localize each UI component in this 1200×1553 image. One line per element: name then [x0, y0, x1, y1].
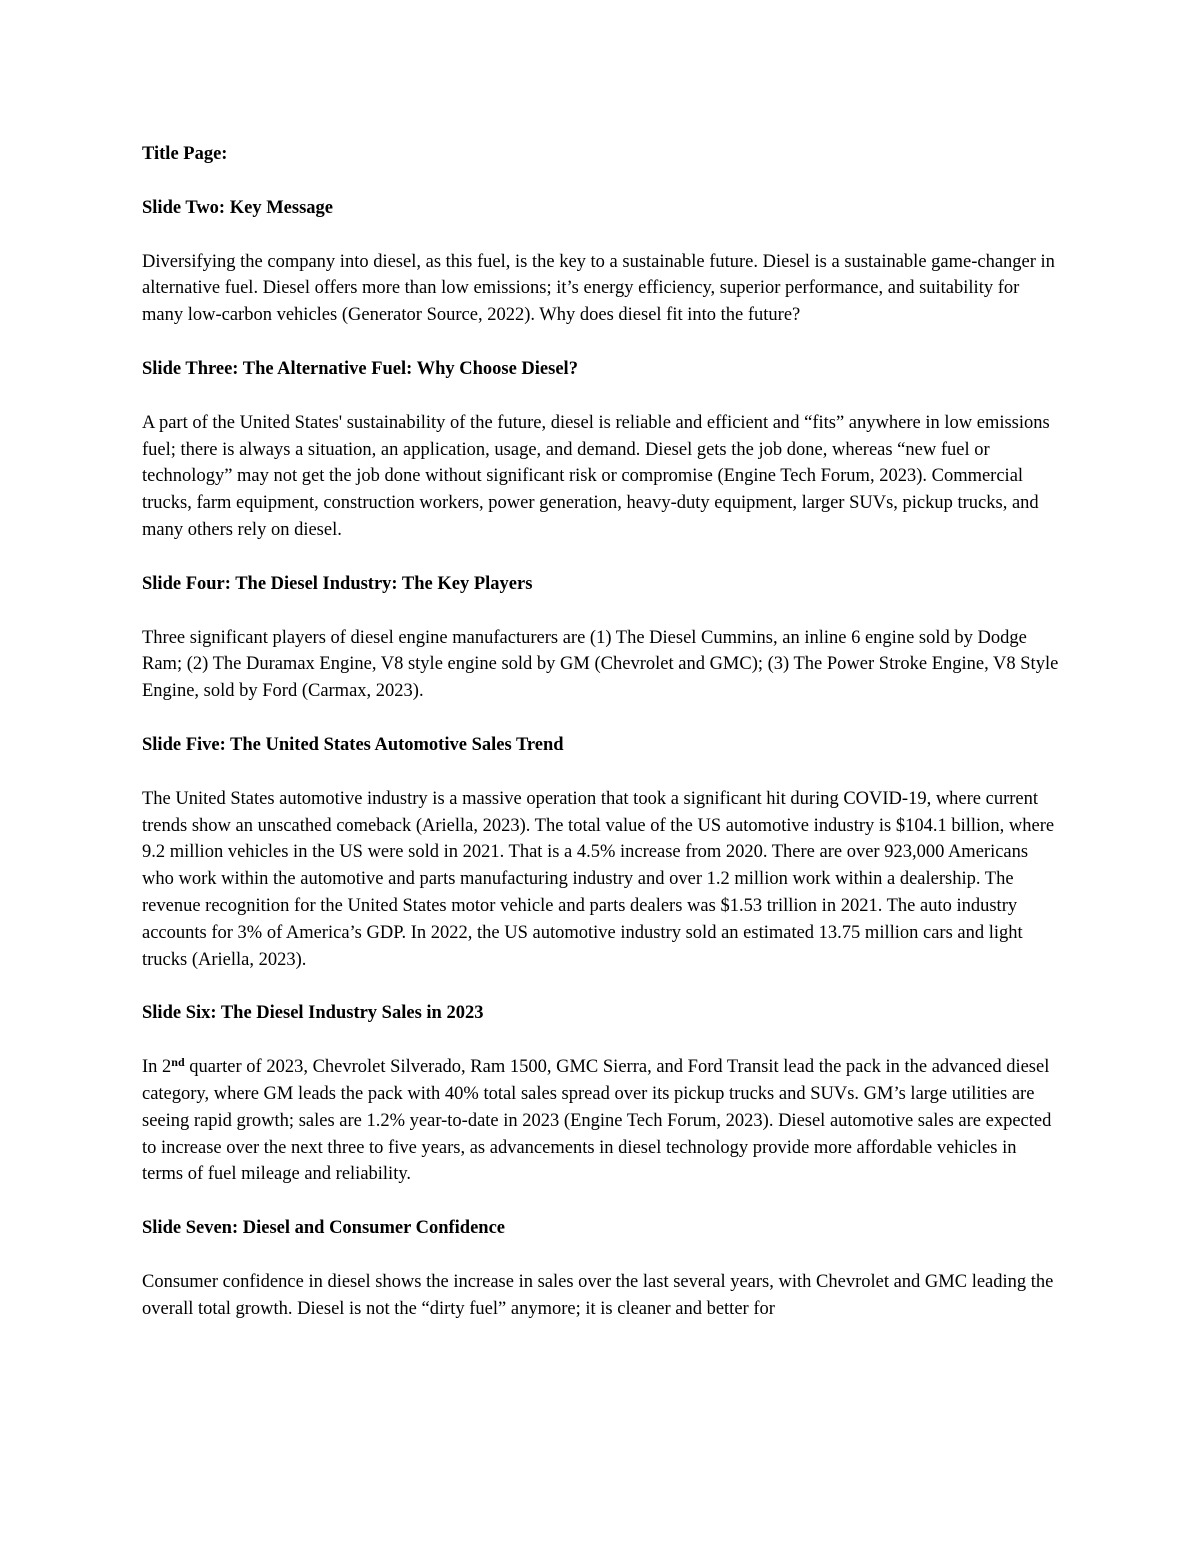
slide-six-heading: Slide Six: The Diesel Industry Sales in 2023 [142, 1003, 484, 1024]
document-page [142, 141, 1062, 1350]
slide-six-body-prefix: In 2 [142, 1057, 172, 1078]
slide-five-body: The United States automotive industry is a massive operation that took a significant hit during COVID-19, where current trends show an unscathed comeback (Ariella, 2023). The total value of the US automotive industry is $104.1 billion, where 9.2 million vehicles in the US were sold in 2021. That is a 4.5% increase from 2020. There are over 923,000 Americans who work within the automotive and parts manufacturing industry and over 1.2 million work within a dealership. The revenue recognition for the United States motor vehicle and parts dealers was $1.53 trillion in 2021. The auto industry accounts for 3% of America’s GDP. In 2022, the US automotive industry sold an estimated 13.75 million cars and light trucks (Ariella, 2023). [142, 788, 1055, 970]
ordinal-suffix: nd [171, 1055, 185, 1070]
slide-four-heading: Slide Four: The Diesel Industry: The Key Players [142, 573, 533, 594]
slide-two-body: Diversifying the company into diesel, as this fuel, is the key to a sustainable future. Diesel is a sustainable game-changer in alternative fuel. Diesel offers more than low emissions; it’s energy efficiency, superior performance, and suitability for many low-carbon vehicles (Generator Source, 2022). Why does diesel fit into the future? [142, 251, 1055, 326]
slide-three-body: A part of the United States' sustainability of the future, diesel is reliable and efficient and “fits” anywhere in low emissions fuel; there is always a situation, an application, usage, and demand. Diesel gets the job done, whereas “new fuel or technology” may not get the job done without significant risk or compromise (Engine Tech Forum, 2023). Commercial trucks, farm equipment, construction workers, power generation, heavy-duty equipment, larger SUVs, pickup trucks, and many others rely on diesel. [142, 412, 1050, 540]
slide-seven-heading: Slide Seven: Diesel and Consumer Confidence [142, 1218, 505, 1239]
title-page-heading: Title Page: [142, 144, 228, 164]
slide-three-heading: Slide Three: The Alternative Fuel: Why Choose Diesel? [142, 358, 578, 379]
slide-six-body [142, 1054, 1062, 1188]
slide-five-heading: Slide Five: The United States Automotive Sales Trend [142, 734, 564, 755]
slide-seven-body: Consumer confidence in diesel shows the increase in sales over the last several years, with Chevrolet and GMC leading the overall total growth. Diesel is not the “dirty fuel” anymore; it is cleaner and better for [142, 1271, 1054, 1319]
slide-four-body: Three significant players of diesel engine manufacturers are (1) The Diesel Cummins, an inline 6 engine sold by Dodge Ram; (2) The Duramax Engine, V8 style engine sold by GM (Chevrolet and GMC); (3) The Power Stroke Engine, V8 Style Engine, sold by Ford (Carmax, 2023). [142, 627, 1059, 702]
slide-two-heading: Slide Two: Key Message [142, 197, 333, 218]
slide-six-body-text: quarter of 2023, Chevrolet Silverado, Ram 1500, GMC Sierra, and Ford Transit lead the pack in the advanced diesel category, where GM leads the pack with 40% total sales spread over its pickup trucks and SUVs. GM’s large utilities are seeing rapid growth; sales are 1.2% year-to-date in 2023 (Engine Tech Forum, 2023). Diesel automotive sales are expected to increase over the next three to five years, as advancements in diesel technology provide more affordable vehicles in terms of fuel mileage and reliability. [142, 1057, 1052, 1185]
